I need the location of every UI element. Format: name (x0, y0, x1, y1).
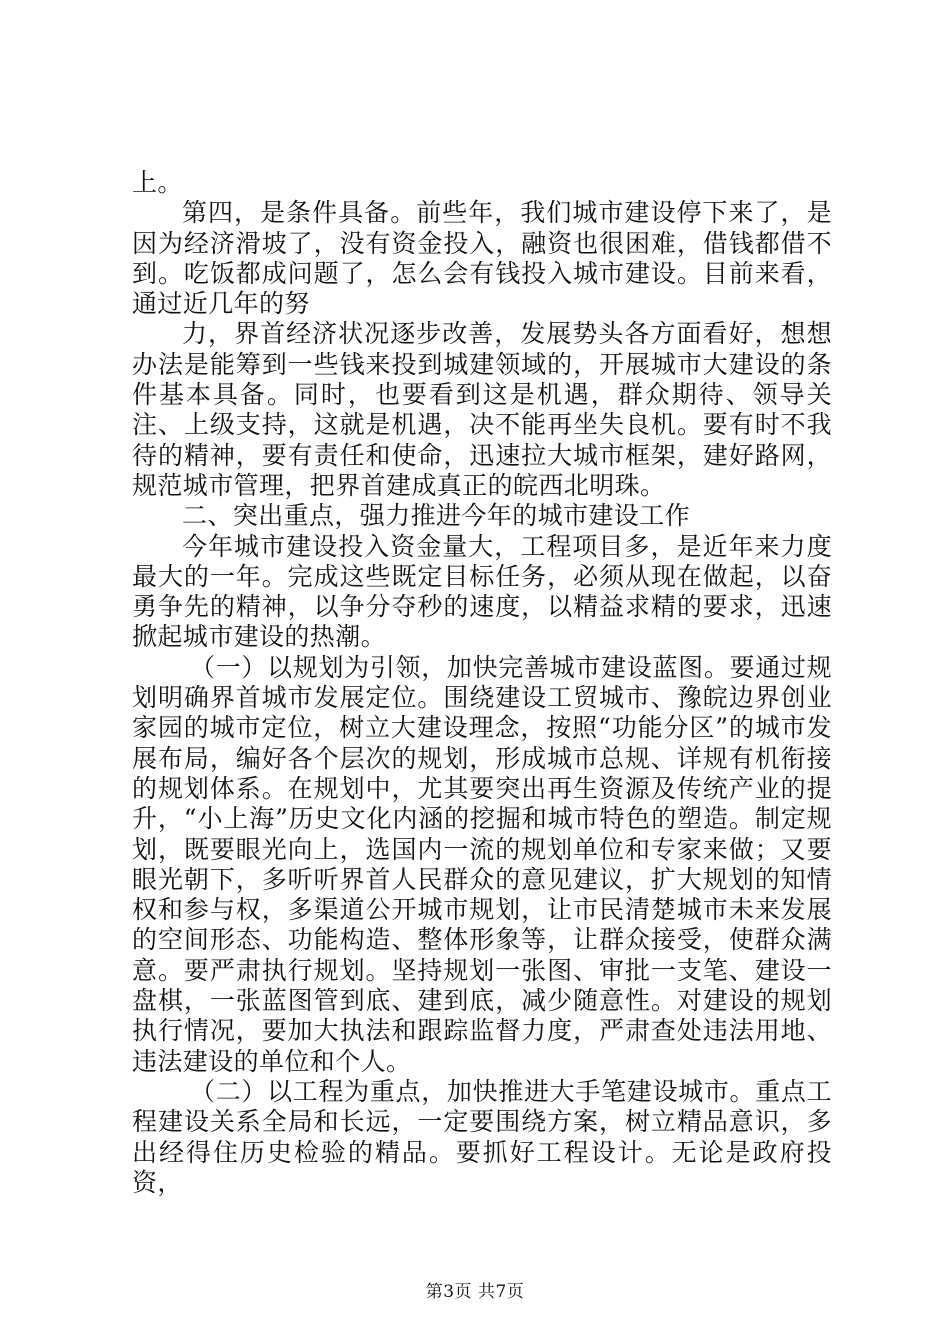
paragraph: （二）以工程为重点，加快推进大手笔建设城市。重点工程建设关系全局和长远，一定要围绕方案，树立精品意识，多出经得住历史检验的精品。要抓好工程设计。无论是政府投资， (132, 1076, 832, 1197)
paragraph: 今年城市建设投入资金量大，工程项目多，是近年来力度最大的一年。完成这些既定目标任务，必须从现在做起，以奋勇争先的精神，以争分夺秒的速度，以精益求精的要求，迅速掀起城市建设的热潮。 (132, 531, 832, 652)
paragraph: 上。 (132, 168, 183, 197)
page-footer: 第3页 共7页 (425, 1282, 525, 1302)
document-body (132, 168, 832, 1198)
paragraph: （一）以规划为引领，加快完善城市建设蓝图。要通过规划明确界首城市发展定位。围绕建设工贸城市、豫皖边界创业家园的城市定位，树立大建设理念，按照“功能分区”的城市发展布局，编好各个层次的规划，形成城市总规、详规有机衔接的规划体系。在规划中，尤其要突出再生资源及传统产业的提升，“小上海”历史文化内涵的挖掘和城市特色的塑造。制定规划，既要眼光向上，选国内一流的规划单位和专家来做；又要眼光朝下，多听听界首人民群众的意见建议，扩大规划的知情权和参与权，多渠道公开城市规划，让市民清楚城市未来发展的空间形态、功能构造、整体形象等，让群众接受，使群众满意。要严肃执行规划。坚持规划一张图、审批一支笔、建设一盘棋，一张蓝图管到底、建到底，减少随意性。对建设的规划执行情况，要加大执法和跟踪监督力度，严肃查处违法用地、违法建设的单位和个人。 (132, 652, 832, 1076)
section-heading: 二、突出重点，强力推进今年的城市建设工作 (182, 501, 691, 531)
paragraph: 力，界首经济状况逐步改善，发展势头各方面看好，想想办法是能筹到一些钱来投到城建领域的，开展城市大建设的条件基本具备。同时，也要看到这是机遇，群众期待、领导关注、上级支持，这就是机遇，决不能再坐失良机。要有时不我待的精神，要有责任和使命，迅速拉大城市框架，建好路网，规范城市管理，把界首建成真正的皖西北明珠。 (132, 319, 832, 500)
paragraph: 第四，是条件具备。前些年，我们城市建设停下来了，是因为经济滑坡了，没有资金投入，融资也很困难，借钱都借不到。吃饭都成问题了，怎么会有钱投入城市建设。目前来看，通过近几年的努 (132, 198, 832, 319)
